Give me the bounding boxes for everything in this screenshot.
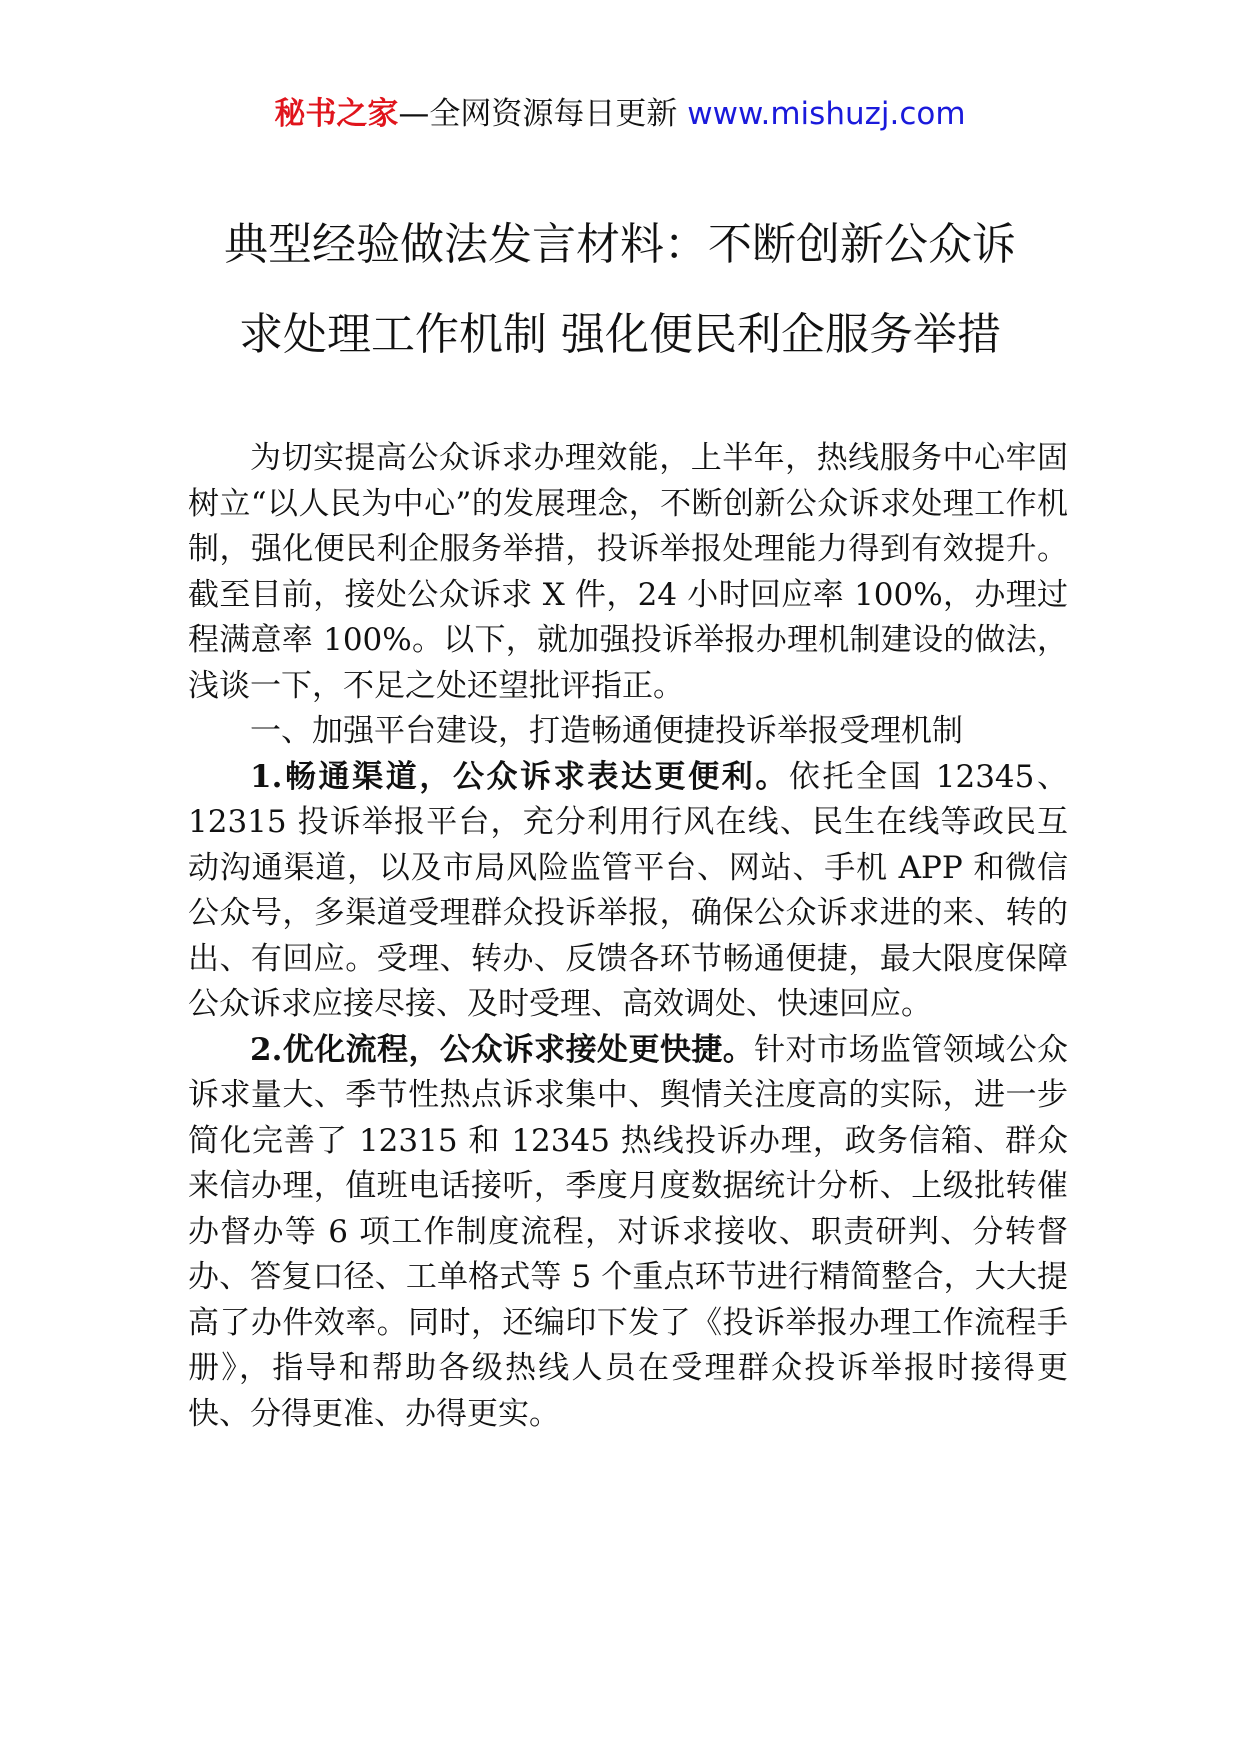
item-2-text: 针对市场监管领域公众诉求量大、季节性热点诉求集中、舆情关注度高的实际，进一步简化完善了 12315 和 12345 热线投诉办理，政务信箱、群众来信办理，值班电话接听，季度月度数据统计分析、上级批转催办督办等 6 项工作制度流程，对诉求接收、职责研判、分转督办、答复口径、工单格式等 5 个重点环节进行精简整合，大大提高了办件效率。同时，还编印下发了《投诉举报办理工作流程手册》，指导和帮助各级热线人员在受理群众投诉举报时接得更快、分得更准、办得更实。 bbox=[188, 1031, 1068, 1432]
section-heading-1: 一、加强平台建设，打造畅通便捷投诉举报受理机制 bbox=[250, 713, 963, 749]
item-1-paragraph bbox=[188, 755, 1068, 1028]
item-1-lead: 1.畅通渠道，公众诉求表达更便利。 bbox=[250, 758, 789, 795]
site-header bbox=[0, 92, 1240, 136]
brand-name: 秘书之家 bbox=[274, 96, 399, 132]
item-1-text: 依托全国 12345、12315 投诉举报平台，充分利用行风在线、民生在线等政民互动沟通渠道，以及市局风险监管平台、网站、手机 APP 和微信公众号，多渠道受理群众投诉举报，确保公众诉求进的来、转的出、有回应。受理、转办、反馈各环节畅通便捷，最大限度保障公众诉求应接尽接、及时受理、高效调处、快速回应。 bbox=[188, 758, 1068, 1022]
title-line-1: 典型经验做法发言材料：不断创新公众诉 bbox=[224, 219, 1016, 270]
item-2-lead: 2.优化流程，公众诉求接处更快捷。 bbox=[250, 1031, 755, 1068]
site-url[interactable]: www.mishuzj.com bbox=[687, 96, 966, 132]
document-title bbox=[150, 200, 1090, 380]
item-2-paragraph bbox=[188, 1028, 1068, 1438]
intro-paragraph: 为切实提高公众诉求办理效能，上半年，热线服务中心牢固树立“以人民为中心”的发展理念，不断创新公众诉求处理工作机制，强化便民利企服务举措，投诉举报处理能力得到有效提升。截至目前，接处公众诉求 X 件，24 小时回应率 100%，办理过程满意率 100%。以下，就加强投诉举报办理机制建设的做法，浅谈一下，不足之处还望批评指正。 bbox=[188, 440, 1068, 704]
title-line-2: 求处理工作机制 强化便民利企服务举措 bbox=[239, 309, 1001, 360]
document-body bbox=[188, 436, 1068, 1437]
header-tagline: —全网资源每日更新 bbox=[398, 96, 688, 132]
